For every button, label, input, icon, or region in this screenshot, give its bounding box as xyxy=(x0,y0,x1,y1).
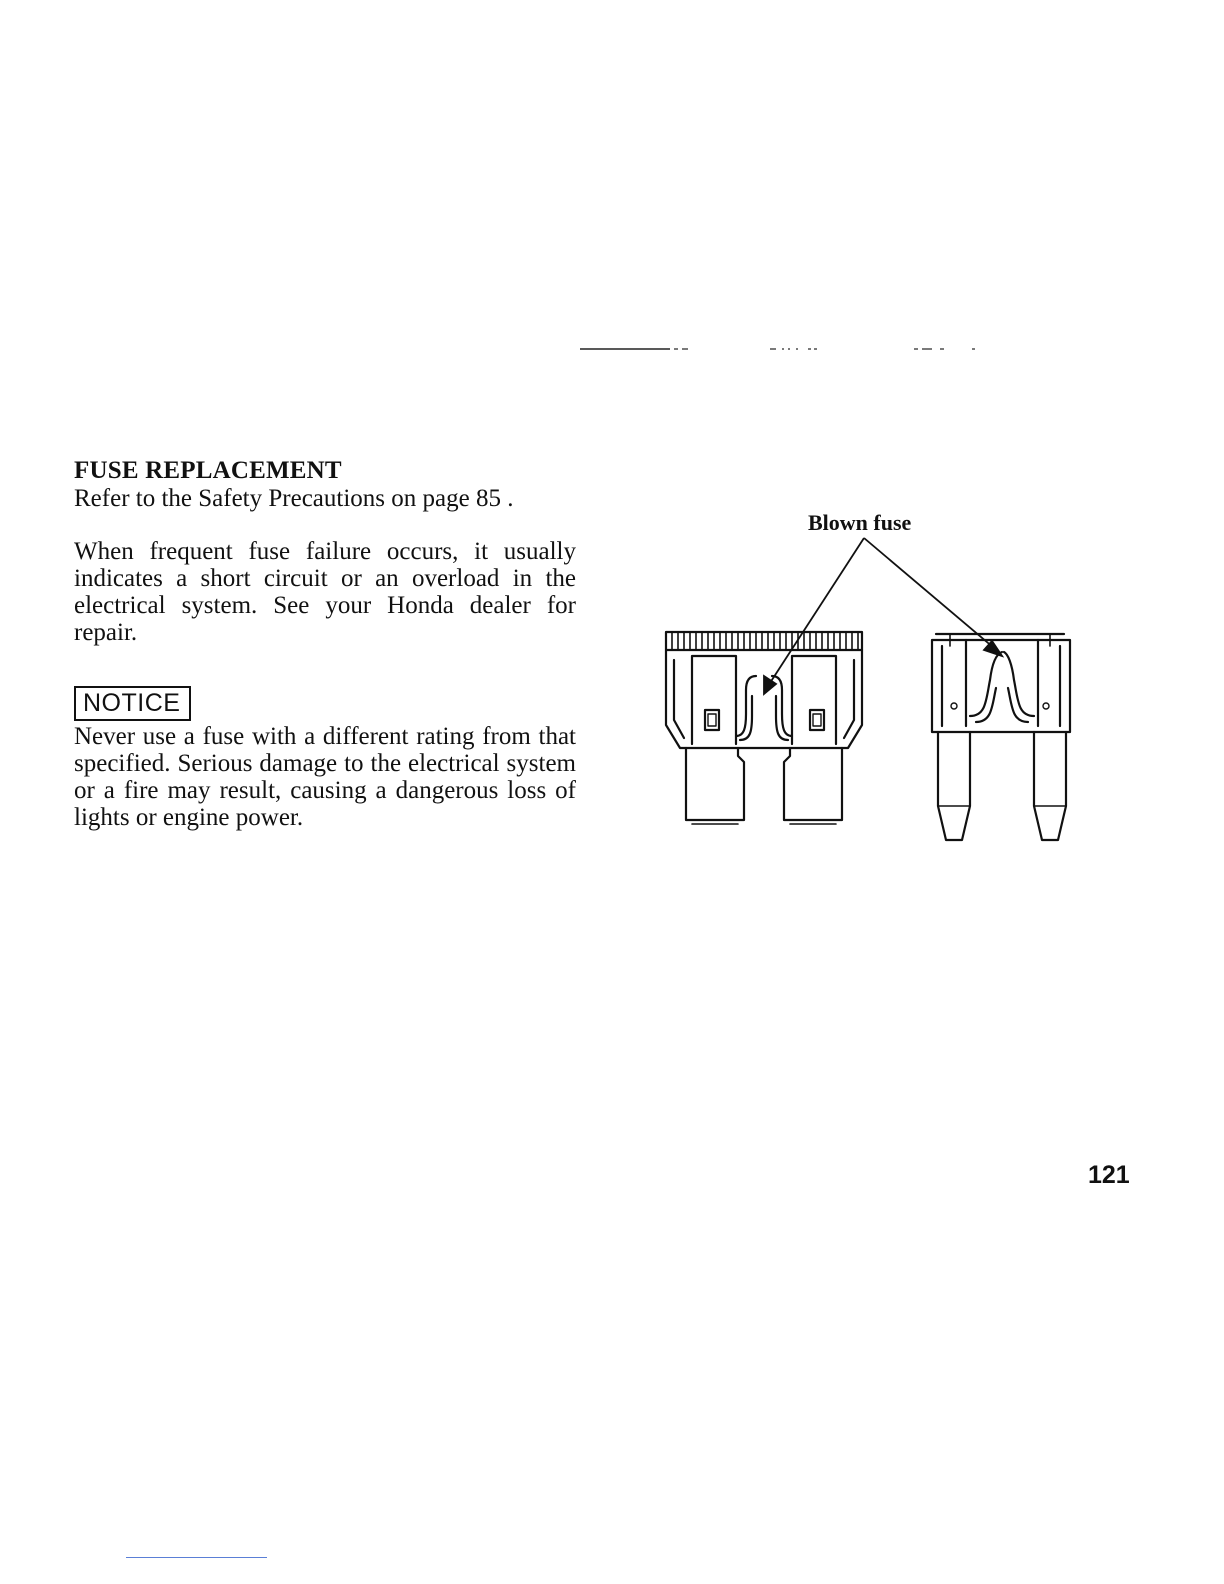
blade-fuse-standard-icon xyxy=(666,632,862,824)
safety-reference: Refer to the Safety Precautions on page 85 . xyxy=(74,485,514,512)
fuse-illustration xyxy=(640,500,1100,860)
fuse-figure xyxy=(640,500,1100,860)
blown-fuse-label: Blown fuse xyxy=(808,510,912,535)
scan-artifact-marks xyxy=(570,346,990,352)
section-title: FUSE REPLACEMENT xyxy=(74,457,342,484)
notice-paragraph: Never use a fuse with a different rating from that specified. Serious damage to the electrical system or a fire may result, causing a dangerous loss of lights or engine power. xyxy=(74,723,576,831)
bottom-link-underline xyxy=(126,1557,267,1558)
blade-fuse-mini-icon xyxy=(932,634,1070,840)
page-number: 121 xyxy=(1088,1161,1130,1189)
notice-label: NOTICE xyxy=(74,686,191,721)
fuse-replacement-section xyxy=(74,456,576,831)
fuse-failure-paragraph: When frequent fuse failure occurs, it usually indicates a short circuit or an overload in the electrical system. See your Honda dealer for repair. xyxy=(74,538,576,646)
